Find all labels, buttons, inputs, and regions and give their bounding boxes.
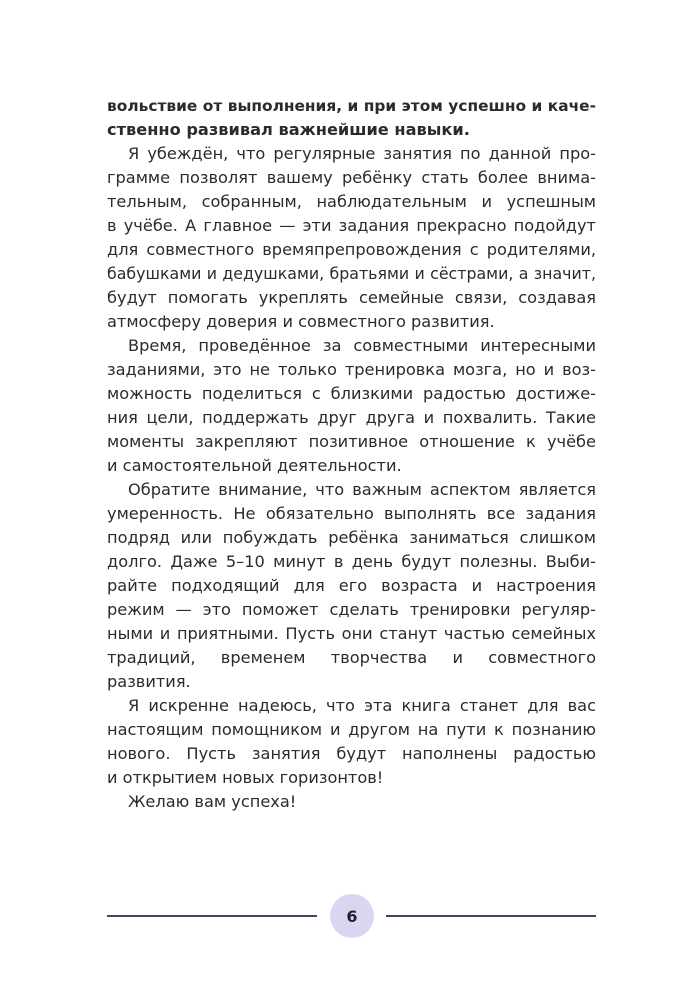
text-line: будут помогать укреплять семейные связи, создавая	[107, 288, 596, 307]
text-line: райте подходящий для его возраста и настроения	[107, 576, 596, 595]
page-number-badge	[330, 894, 374, 938]
text-line: и самостоятельной деятельности.	[107, 456, 402, 475]
text-line: вольствие от выполнения, и при этом успешно и каче-	[107, 97, 596, 115]
text-line: тельным, собранным, наблюдательным и успешным	[107, 192, 596, 211]
text-line: Время, проведённое за совместными интересными	[128, 336, 596, 355]
footer-rule-right	[386, 915, 596, 917]
text-line: и открытием новых горизонтов!	[107, 768, 384, 787]
paragraph	[107, 694, 596, 790]
text-line: заданиями, это не только тренировка мозга, но и воз-	[107, 360, 596, 379]
text-line: ственно развивал важнейшие навыки.	[107, 120, 470, 139]
text-line: режим — это поможет сделать тренировки регуляр-	[107, 600, 596, 619]
page-footer	[107, 894, 596, 938]
text-line: умеренность. Не обязательно выполнять все задания	[107, 504, 596, 523]
text-line: ными и приятными. Пусть они станут частью семейных	[107, 624, 596, 643]
paragraph	[107, 334, 596, 478]
text-line: подряд или побуждать ребёнка заниматься слишком	[107, 528, 596, 547]
paragraph	[107, 142, 596, 334]
text-line: традиций, временем творчества и совместного	[107, 648, 596, 667]
page-body	[107, 94, 596, 814]
paragraph	[107, 94, 596, 142]
text-line: атмосферу доверия и совместного развития.	[107, 312, 495, 331]
text-line: Я убеждён, что регулярные занятия по данной про-	[128, 144, 596, 163]
paragraph	[107, 478, 596, 694]
text-line: долго. Даже 5–10 минут в день будут полезны. Выби-	[107, 552, 596, 571]
text-line: настоящим помощником и другом на пути к познанию	[107, 720, 596, 739]
text-line: Желаю вам успеха!	[128, 792, 297, 811]
text-line: ния цели, поддержать друг друга и похвалить. Такие	[107, 408, 596, 427]
text-line: моменты закрепляют позитивное отношение к учёбе	[107, 432, 596, 451]
text-line: развития.	[107, 672, 191, 691]
text-line: нового. Пусть занятия будут наполнены радостью	[107, 744, 596, 763]
text-line: для совместного времяпрепровождения с родителями,	[107, 240, 596, 259]
text-line: в учёбе. А главное — эти задания прекрасно подойдут	[107, 216, 596, 235]
footer-rule-left	[107, 915, 317, 917]
paragraph	[107, 790, 596, 814]
text-line: Обратите внимание, что важным аспектом является	[128, 480, 596, 499]
text-line: бабушками и дедушками, братьями и сёстрами, а значит,	[107, 264, 596, 283]
text-line: Я искренне надеюсь, что эта книга станет для вас	[128, 696, 596, 715]
text-line: грамме позволят вашему ребёнку стать более внима-	[107, 168, 596, 187]
page-number: 6	[346, 906, 358, 926]
text-line: можность поделиться с близкими радостью достиже-	[107, 384, 596, 403]
